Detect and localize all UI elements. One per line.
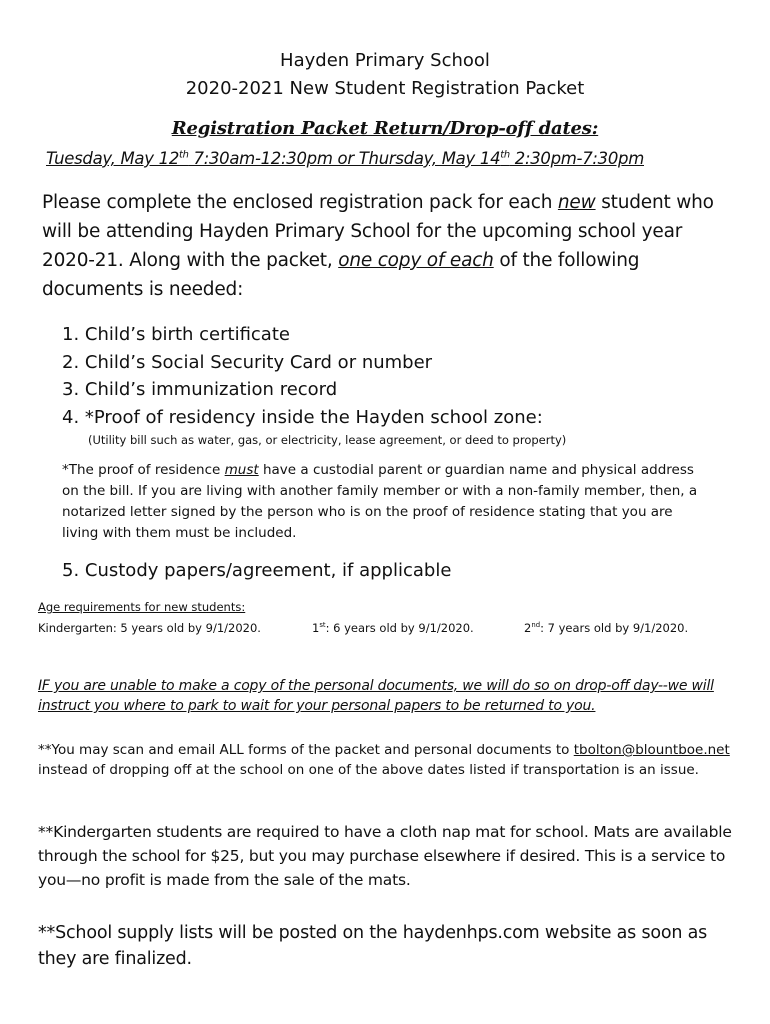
residency-examples: (Utility bill such as water, gas, or electricity, lease agreement, or deed to property) — [88, 433, 567, 447]
age-kindergarten: Kindergarten: 5 years old by 9/1/2020. — [38, 621, 261, 635]
first-num: 1 — [312, 621, 320, 635]
list-item: 3. Child’s immunization record — [62, 379, 338, 400]
intro-new-word: new — [557, 192, 596, 213]
day2-time: 2:30pm-7:30pm — [509, 149, 644, 168]
second-sup: nd — [531, 621, 541, 630]
scan-part1: **You may scan and email ALL forms of the packet and personal documents to — [38, 742, 574, 758]
day1-sup: th — [179, 149, 189, 161]
scan-email-note — [38, 740, 738, 780]
custody-item: 5. Custody papers/agreement, if applicable — [62, 560, 452, 581]
age-first-grade — [312, 621, 474, 635]
list-item: 1. Child’s birth certificate — [62, 324, 290, 345]
nap-mat-note: **Kindergarten students are required to have a cloth nap mat for school. Mats are available through the school for $25, but you may purchase elsewhere if desired. This is a service to you—no profit is made from the sale of the mats. — [38, 823, 732, 889]
email-link[interactable]: tbolton@blountboe.net — [573, 742, 730, 758]
intro-paragraph — [42, 188, 722, 304]
school-name: Hayden Primary School — [280, 50, 490, 71]
intro-part3: of the following documents is needed: — [42, 250, 640, 300]
packet-title: 2020-2021 New Student Registration Packet — [185, 78, 585, 99]
first-text: : 6 years old by 9/1/2020. — [325, 621, 474, 635]
scan-part2: instead of dropping off at the school on one of the above dates listed if transportation is an issue. — [38, 762, 699, 778]
second-text: : 7 years old by 9/1/2020. — [540, 621, 689, 635]
proof-must: must — [224, 462, 259, 478]
intro-part2: student who will be attending Hayden Primary School for the upcoming school year 2020-21. Along with the packet, — [42, 192, 714, 271]
supply-lists-note: **School supply lists will be posted on the haydenhps.com website as soon as they are finalized. — [38, 923, 708, 969]
proof-part1: *The proof of residence — [62, 462, 225, 478]
list-item: 2. Child’s Social Security Card or number — [62, 351, 433, 373]
second-num: 2 — [524, 621, 532, 635]
proof-part2: have a custodial parent or guardian name and physical address on the bill. If you are living with another family member or with a non-family member, then, a notarized letter signed by the person who is on the proof of residence stating that you are living with them must be included. — [62, 462, 698, 541]
intro-one-copy: one copy of each — [338, 250, 494, 271]
first-sup: st — [319, 621, 326, 630]
dates-heading: Registration Packet Return/Drop-off dates: — [171, 118, 599, 139]
documents-list — [62, 321, 543, 431]
dropoff-dates — [46, 149, 644, 168]
age-requirements-heading: Age requirements for new students: — [38, 600, 246, 614]
proof-of-residence-note — [62, 460, 702, 544]
day2-sup: th — [500, 149, 510, 161]
intro-part1: Please complete the enclosed registration pack for each — [42, 192, 558, 213]
day1: Tuesday, May 12 — [46, 149, 180, 168]
day1-time: 7:30am-12:30pm or Thursday, May 14 — [188, 149, 501, 168]
unable-to-copy-notice: IF you are unable to make a copy of the personal documents, we will do so on drop-off day--we will instruct you where to park to wait for your personal papers to be returned to you. — [38, 678, 714, 714]
list-item: 4. *Proof of residency inside the Hayden school zone: — [62, 406, 543, 428]
age-second-grade — [524, 621, 688, 635]
